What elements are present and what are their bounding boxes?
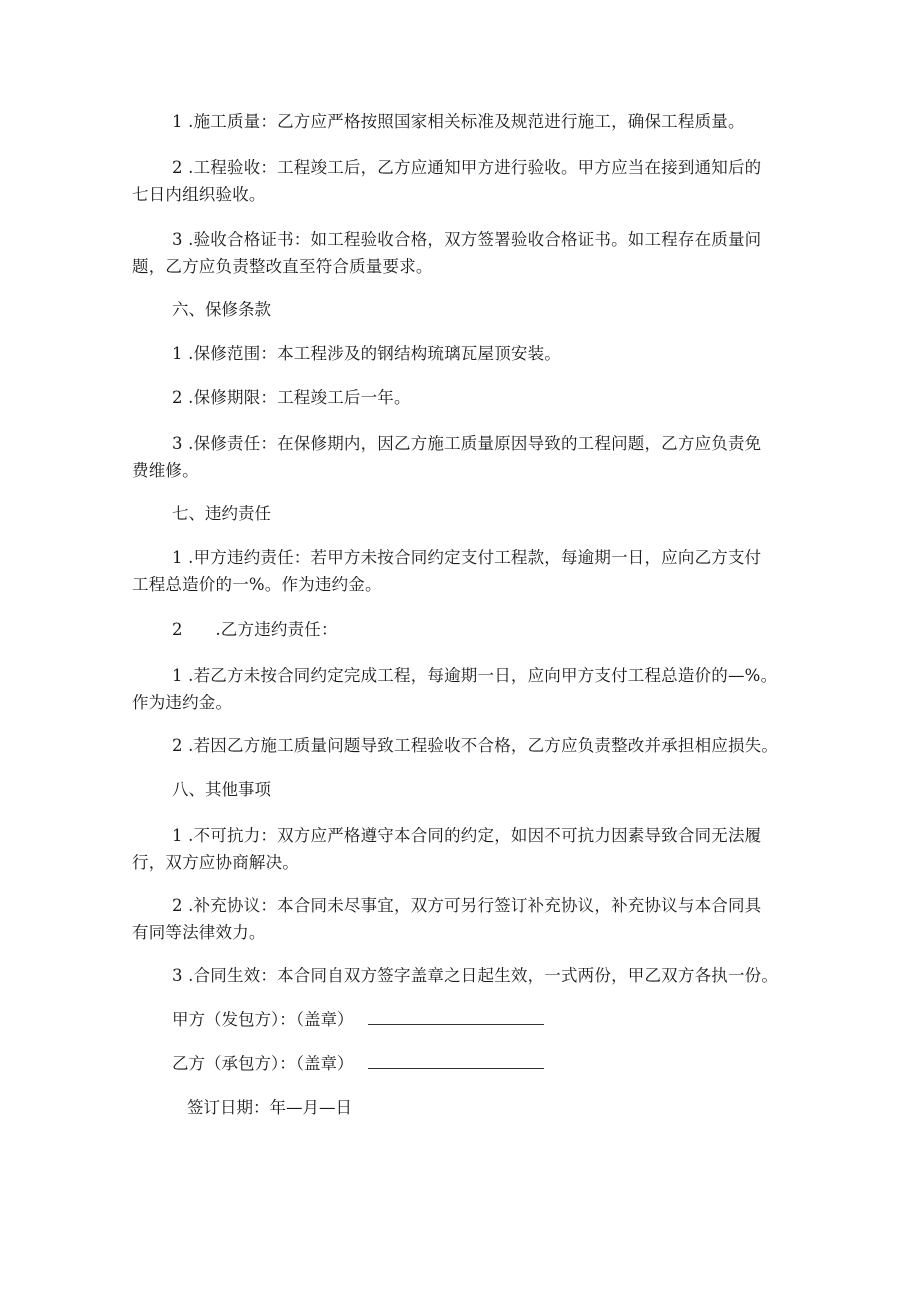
clause-line: 1 .甲方违约责任：若甲方未按合同约定支付工程款，每逾期一日，应向乙方支付 [172, 548, 762, 567]
quality-clause [132, 108, 800, 135]
party-b-delay-clause [132, 662, 800, 716]
clause-line-cont: 行，双方应协商解决。 [132, 853, 299, 872]
warranty-period-clause [132, 384, 800, 411]
clause-line: 1 .保修范围：本工程涉及的钢结构琉璃瓦屋顶安装。 [172, 344, 561, 363]
clause-line: 1 .施工质量：乙方应严格按照国家相关标准及规范进行施工，确保工程质量。 [172, 112, 745, 131]
supplementary-agreement-clause [132, 892, 800, 946]
warranty-responsibility-clause [132, 430, 800, 484]
party-a-signature [172, 1006, 544, 1033]
clause-line-cont: 题，乙方应负责整改直至符合质量要求。 [132, 257, 433, 276]
acceptance-certificate-clause [132, 226, 800, 280]
clause-line: 1 .若乙方未按合同约定完成工程，每逾期一日，应向甲方支付工程总造价的—%。 [172, 666, 778, 685]
acceptance-clause [132, 154, 800, 208]
party-b-signature [172, 1050, 544, 1077]
warranty-scope-clause [132, 340, 800, 367]
clause-line: 2 .工程验收：工程竣工后，乙方应通知甲方进行验收。甲方应当在接到通知后的 [172, 158, 762, 177]
clause-line-cont: 作为违约金。 [132, 693, 233, 712]
other-matters-heading: 八、其他事项 [172, 780, 271, 799]
clause-line: 2 .乙方违约责任： [172, 620, 338, 639]
clause-line-cont: 费维修。 [132, 461, 199, 480]
clause-line-cont: 七日内组织验收。 [132, 185, 266, 204]
party-b-quality-clause [132, 732, 800, 759]
force-majeure-clause [132, 822, 800, 876]
signing-date: 签订日期：年—月—日 [187, 1098, 352, 1117]
party-b-label: 乙方（承包方）：（盖章） [172, 1054, 354, 1073]
clause-line-cont: 有同等法律效力。 [132, 923, 266, 942]
party-b-breach-heading [132, 616, 800, 643]
clause-line: 2 .补充协议：本合同未尽事宜，双方可另行签订补充协议，补充协议与本合同具 [172, 896, 762, 915]
warranty-heading: 六、保修条款 [172, 300, 271, 319]
party-b-signature-line [368, 1050, 544, 1069]
breach-heading: 七、违约责任 [172, 504, 271, 523]
party-a-signature-line [368, 1006, 544, 1025]
clause-line: 3 .保修责任：在保修期内，因乙方施工质量原因导致的工程问题，乙方应负责免 [172, 434, 762, 453]
clause-line: 2 .保修期限：工程竣工后一年。 [172, 388, 411, 407]
clause-line-cont: 工程总造价的一%。作为违约金。 [132, 575, 382, 594]
clause-line: 3 .验收合格证书：如工程验收合格，双方签署验收合格证书。如工程存在质量问 [172, 230, 762, 249]
clause-line: 3 .合同生效：本合同自双方签字盖章之日起生效，一式两份，甲乙双方各执一份。 [172, 966, 779, 985]
clause-line: 1 .不可抗力：双方应严格遵守本合同的约定，如因不可抗力因素导致合同无法履 [172, 826, 762, 845]
party-a-label: 甲方（发包方）：（盖章） [172, 1010, 354, 1029]
clause-line: 2 .若因乙方施工质量问题导致工程验收不合格，乙方应负责整改并承担相应损失。 [172, 736, 779, 755]
party-a-breach-clause [132, 544, 800, 598]
effectiveness-clause [132, 962, 800, 989]
